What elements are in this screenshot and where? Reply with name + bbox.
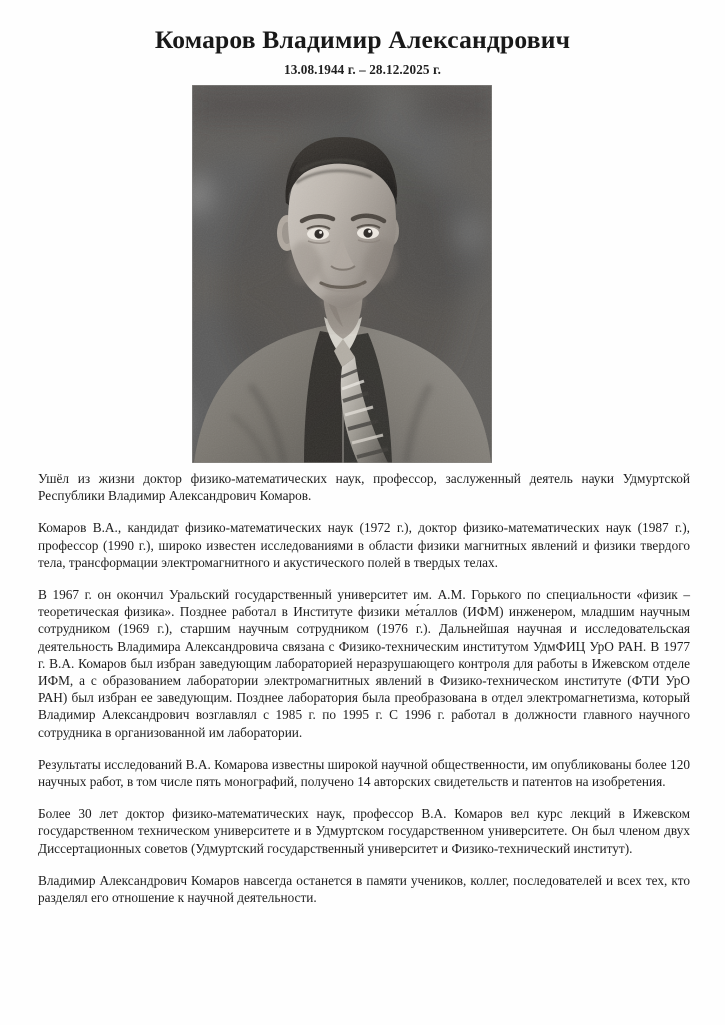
portrait-photo-image (192, 85, 492, 463)
paragraph-6: Владимир Александрович Комаров навсегда останется в памяти учеников, коллег, последователей и всех тех, кто разделял его отношение к научной деятельности. (38, 872, 690, 906)
paragraph-3: В 1967 г. он окончил Уральский государственный университет им. А.М. Горького по специальности «физик – теоретическая физика». Позднее работал в Институте физики ме́таллов (ИФМ) инженером, младшим научным сотрудником (1969 г.), старшим научным сотрудником (1976 г.). Дальнейшая научная и исследовательская деятельность Владимира Александровича связана с Физико-техническим институтом УдмФИЦ УрО РАН. В 1977 г. В.А. Комаров был избран заведующим лабораторией неразрушающего контроля для работы в Ижевском отделе ИФМ, а с образованием лаборатории электромагнитных явлений в Физико-техническом институте (ФТИ УрО РАН) был избран ее заведующим. Позднее лаборатория была преобразована в отдел электромагнетизма, который Владимир Александрович возглавлял с 1985 г. по 1995 г. С 1996 г. работал в должности главного научного сотрудника в организованной им лаборатории. (38, 587, 690, 740)
life-dates: 13.08.1944 г. – 28.12.2025 г. (284, 61, 441, 77)
page-title: Комаров Владимир Александрович (154, 25, 571, 54)
paragraph-1: Ушёл из жизни доктор физико-математических наук, профессор, заслуженный деятель науки Удмуртской Республики Владимир Александрович Комаров. (38, 471, 690, 504)
paragraph-4: Результаты исследований В.А. Комарова известны широкой научной общественности, им опубликованы более 120 научных работ, в том числе пять монографий, получено 14 авторских свидетельств и патентов на изобретения. (38, 756, 690, 790)
portrait-photo (192, 85, 492, 463)
paragraph-2: Комаров В.А., кандидат физико-математических наук (1972 г.), доктор физико-математических наук (1987 г.), профессор (1990 г.), широко известен исследованиями в области физики магнитных явлений и физики твердого тела, трансформации электромагнитного и акустического полей в твердых телах. (38, 520, 690, 570)
obituary-body (38, 470, 690, 906)
paragraph-5: Более 30 лет доктор физико-математических наук, профессор В.А. Комаров вел курс лекций в Ижевском государственном техническом университете и в Удмуртском государственном университете. Он был членом двух Диссертационных советов (Удмуртский государственный университет и Физико-технический институт). (38, 806, 690, 856)
